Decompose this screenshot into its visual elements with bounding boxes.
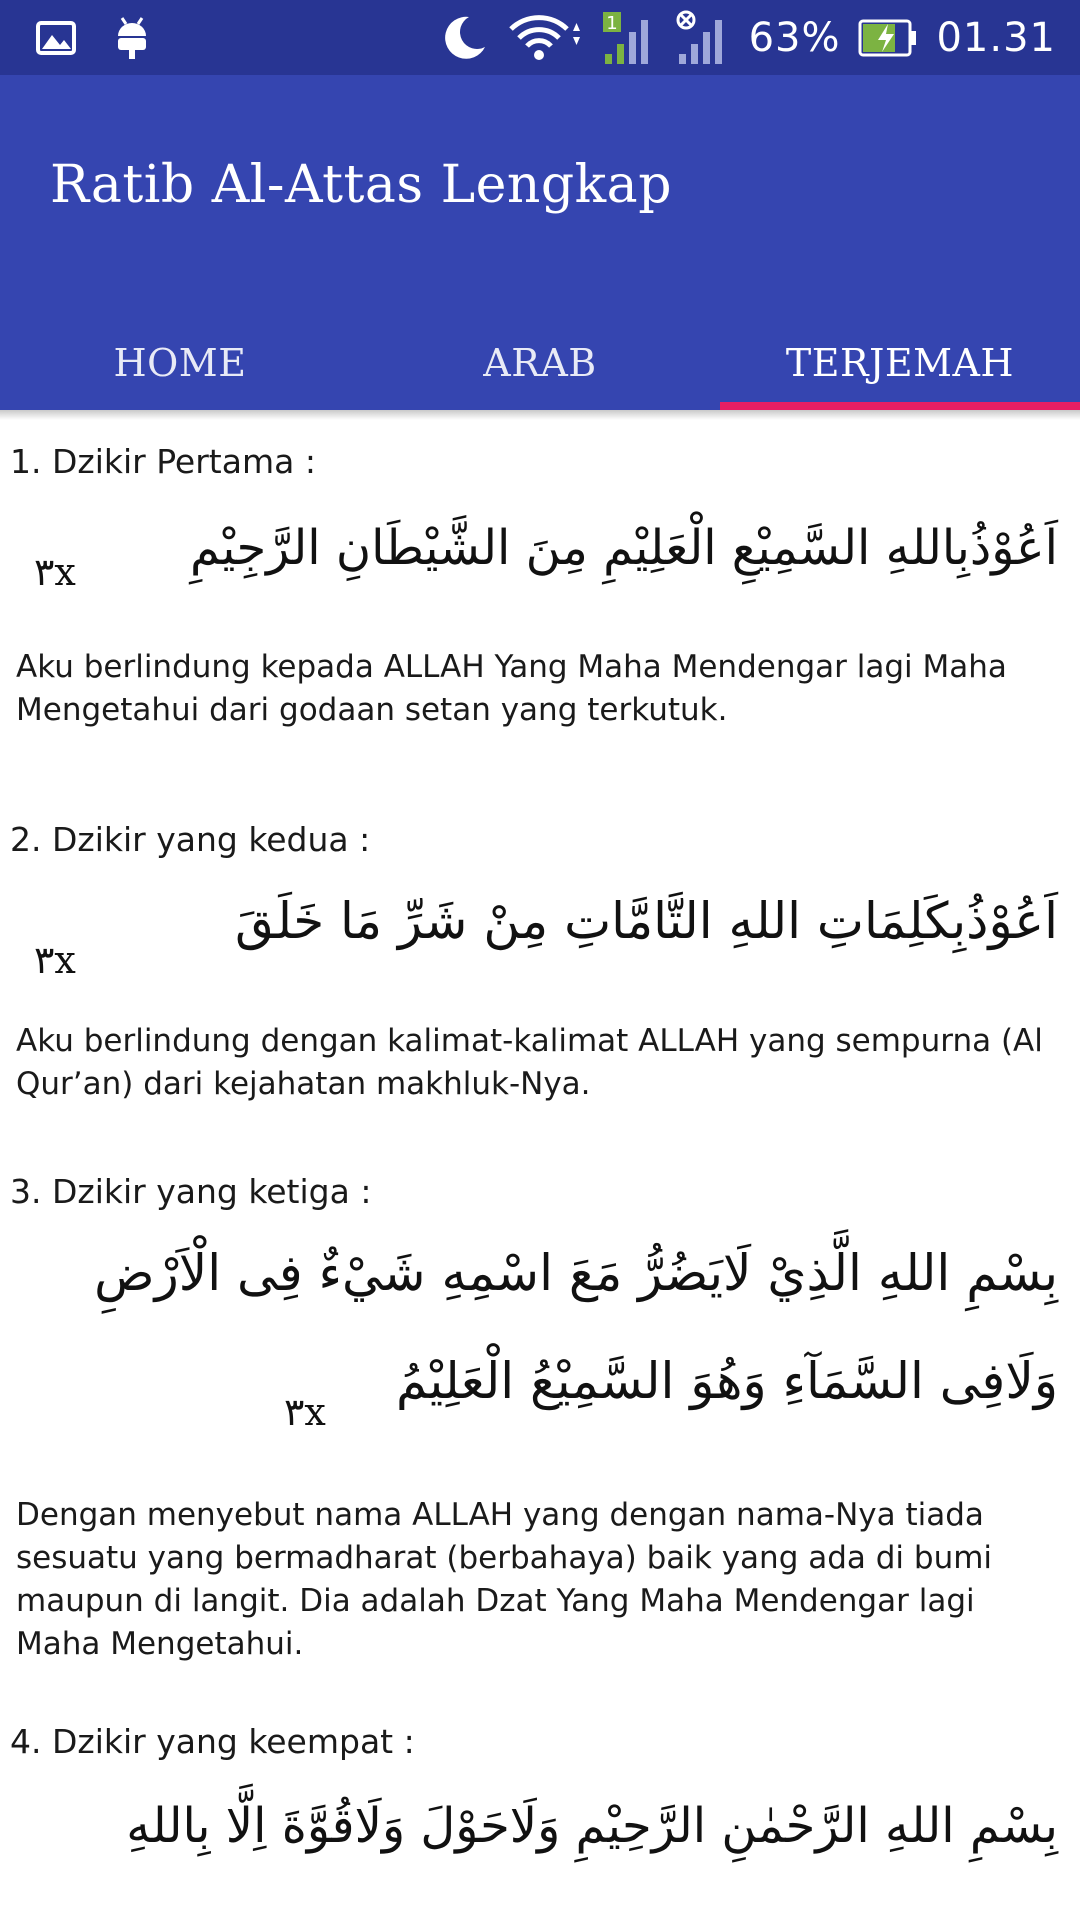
dzikir-heading: 4. Dzikir yang keempat : [10, 1722, 415, 1761]
status-bar [0, 0, 1080, 75]
tab-home[interactable]: HOME [113, 340, 247, 385]
arabic-text: بِسْمِ اللهِ الَّذِيْ لَايَضُرُّ مَعَ اسْمِهِ شَيْءٌ فِى الْاَرْضِ [94, 1244, 1058, 1302]
app-bar [0, 75, 1080, 410]
svg-text:1: 1 [605, 13, 618, 34]
dzikir-heading: 3. Dzikir yang ketiga : [10, 1172, 372, 1211]
translation-text: Aku berlindung kepada ALLAH Yang Maha Mendengar lagi Maha Mengetahui dari godaan setan yang terkutuk. [16, 649, 1007, 728]
app-title: Ratib Al-Attas Lengkap [50, 155, 672, 215]
translation-text: Aku berlindung dengan kalimat-kalimat ALLAH yang sempurna (Al Qur’an) dari kejahatan makhluk-Nya. [16, 1023, 1043, 1102]
repeat-count: ٣x [284, 1390, 326, 1434]
tab-bar [0, 315, 1080, 410]
wifi-icon [507, 13, 583, 63]
no-signal-icon [675, 10, 731, 66]
battery-charging-icon [858, 18, 918, 58]
arabic-text: بِسْمِ اللهِ الرَّحْمٰنِ الرَّحِيْمِ وَلَاحَوْلَ وَلَاقُوَّةَ اِلَّا بِاللهِ [126, 1798, 1058, 1854]
app-bar-shadow [0, 410, 1080, 420]
moon-icon [439, 13, 489, 63]
battery-percent: 63% [748, 15, 841, 61]
android-icon [114, 16, 150, 60]
dzikir-heading: 1. Dzikir Pertama : [10, 442, 316, 481]
gallery-icon [36, 21, 76, 55]
tab-indicator [720, 402, 1080, 410]
arabic-text: اَعُوْذُبِكَلِمَاتِ اللهِ التَّامَّاتِ مِنْ شَرِّ مَا خَلَقَ [235, 892, 1058, 950]
tab-terjemah[interactable]: TERJEMAH [785, 340, 1015, 385]
translation-text: Dengan menyebut nama ALLAH yang dengan nama-Nya tiada sesuatu yang bermadharat (berbahaya) baik yang ada di bumi maupun di langit. Dia adalah Dzat Yang Maha Mendengar lagi Maha Mengetahui. [16, 1497, 993, 1662]
repeat-count: ٣x [34, 938, 76, 982]
tab-arab[interactable]: ARAB [483, 340, 597, 385]
signal-icon [601, 10, 657, 66]
dzikir-heading: 2. Dzikir yang kedua : [10, 820, 371, 859]
arabic-text: وَلَافِى السَّمَآءِ وَهُوَ السَّمِيْعُ الْعَلِيْمُ [395, 1352, 1058, 1410]
content-scroll-area[interactable] [0, 420, 1080, 1920]
arabic-text: اَعُوْذُبِاللهِ السَّمِيْعِ الْعَلِيْمِ مِنَ الشَّيْطَانِ الرَّجِيْمِ [190, 520, 1058, 576]
clock: 01.31 [936, 15, 1056, 61]
repeat-count: ٣x [34, 550, 76, 594]
